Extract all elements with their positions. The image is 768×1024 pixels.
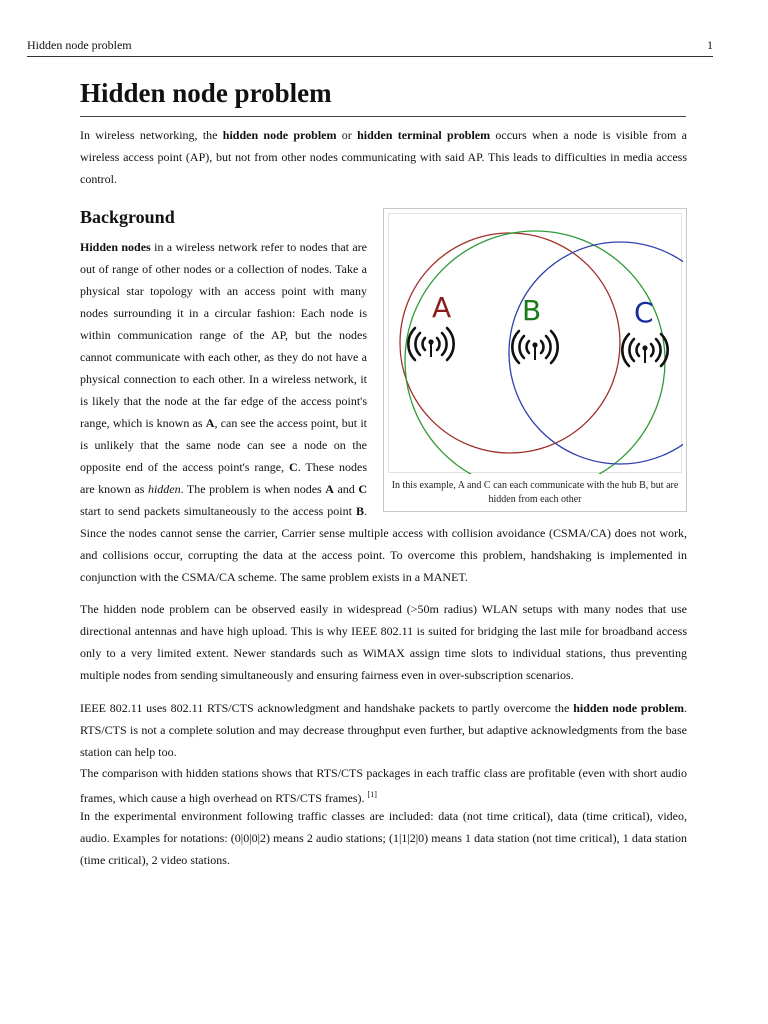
node-label-c: C [634,296,654,329]
page-title: Hidden node problem [80,78,686,117]
intro-text-3: occurs when a node is visible from a wireless access point (AP), but not from other nodes communicating with said AP. This leads to difficulties in media access control. [80,128,687,186]
bg-text-5: and [333,482,359,496]
bg-text-3: . These nodes are known as [80,460,367,496]
bg-text-7: . Since the nodes cannot sense the carrier, Carrier sense multiple access with collision avoidance (CSMA/CA) does not work, and collisions occur, corrupting the data at the access point. To overcome this problem, handshaking is implemented in conjunction with the CSMA/CA scheme. The same problem exists in a MANET. [80,504,687,584]
bg-bold-6: B [355,504,364,518]
intro-bold-2: hidden terminal problem [357,128,491,142]
intro-text-2: or [336,128,358,142]
reference-link-1[interactable]: [1] [367,790,377,799]
node-label-b: B [522,294,542,327]
running-header-title: Hidden node problem [27,38,132,52]
figure-caption: In this example, A and C can each communicate with the hub B, but are hidden from each other [391,480,679,505]
paragraph-comparison [80,762,687,809]
page-number: 1 [707,38,713,52]
bg-bold-1: Hidden nodes [80,240,151,254]
bg-bold-3: C [289,460,298,474]
wireless-icon-a [408,328,453,360]
bg-italic-1: hidden [147,482,181,496]
intro-text-1: In wireless networking, the [80,128,223,142]
running-header [27,38,713,57]
p3-bold-1: hidden node problem [573,701,684,715]
bg-text-6: start to send packets simultaneously to the access point [80,504,356,518]
p3-text-1: IEEE 802.11 uses 802.11 RTS/CTS acknowledgment and handshake packets to partly overcome the [80,701,574,715]
venn-diagram [389,214,683,474]
bg-text-1: in a wireless network refer to nodes that are out of range of other nodes or a collection of nodes. Take a physical star topology with an access point with many nodes surrounding it in a circular fashion: Each node is within communication range of the AP, but the nodes cannot communicate with each other, as they do not have a physical connection to each other. In a wireless network, it is likely that the node at the far edge of the access point's range, which is known as [80,240,367,430]
node-label-a: A [432,291,452,324]
p4-text-1: The comparison with hidden stations shows that RTS/CTS packages in each traffic class are profitable (even with short audio frames, which cause a high overhead on RTS/CTS frames). [80,766,687,805]
intro-paragraph [80,124,687,190]
bg-text-4: . The problem is when nodes [180,482,326,496]
section-heading-background: Background [80,207,175,227]
paragraph-traffic-classes: In the experimental environment following traffic classes are included: data (not time critical), data (time critical), video, audio. Examples for notations: (0|0|0|2) means 2 audio stations; (1|1|2|0) means 1 data station (not time critical), 1 data station (time critical), 2 video stations. [80,809,687,867]
wireless-icon-c [622,334,667,366]
hidden-node-figure [383,208,687,512]
bg-bold-5: C [358,482,368,496]
bg-bold-2: A [205,416,215,430]
paragraph-rts-cts [80,697,687,763]
bg-text-2: , can see the access point, but it is unlikely that the same node can see a node on the opposite end of the access point's range, [80,416,367,474]
paragraph-wlan: The hidden node problem can be observed easily in widespread (>50m radius) WLAN setups with many nodes that use directional antennas and have high upload. This is why IEEE 802.11 is suited for bridging the last mile for broadband access only to a very limited extent. Newer standards such as WiMAX assign time slots to individual stations, thus preventing multiple nodes from sending simultaneously and ensuring fairness even in over-subscription scenarios. [80,602,687,682]
p3-text-2: . RTS/CTS is not a complete solution and may decrease throughput even further, but adaptive acknowledgments from the base station can help too. [80,701,687,759]
bg-bold-4: A [325,482,334,496]
intro-bold-1: hidden node problem [222,128,337,142]
wireless-icon-b [512,331,557,363]
